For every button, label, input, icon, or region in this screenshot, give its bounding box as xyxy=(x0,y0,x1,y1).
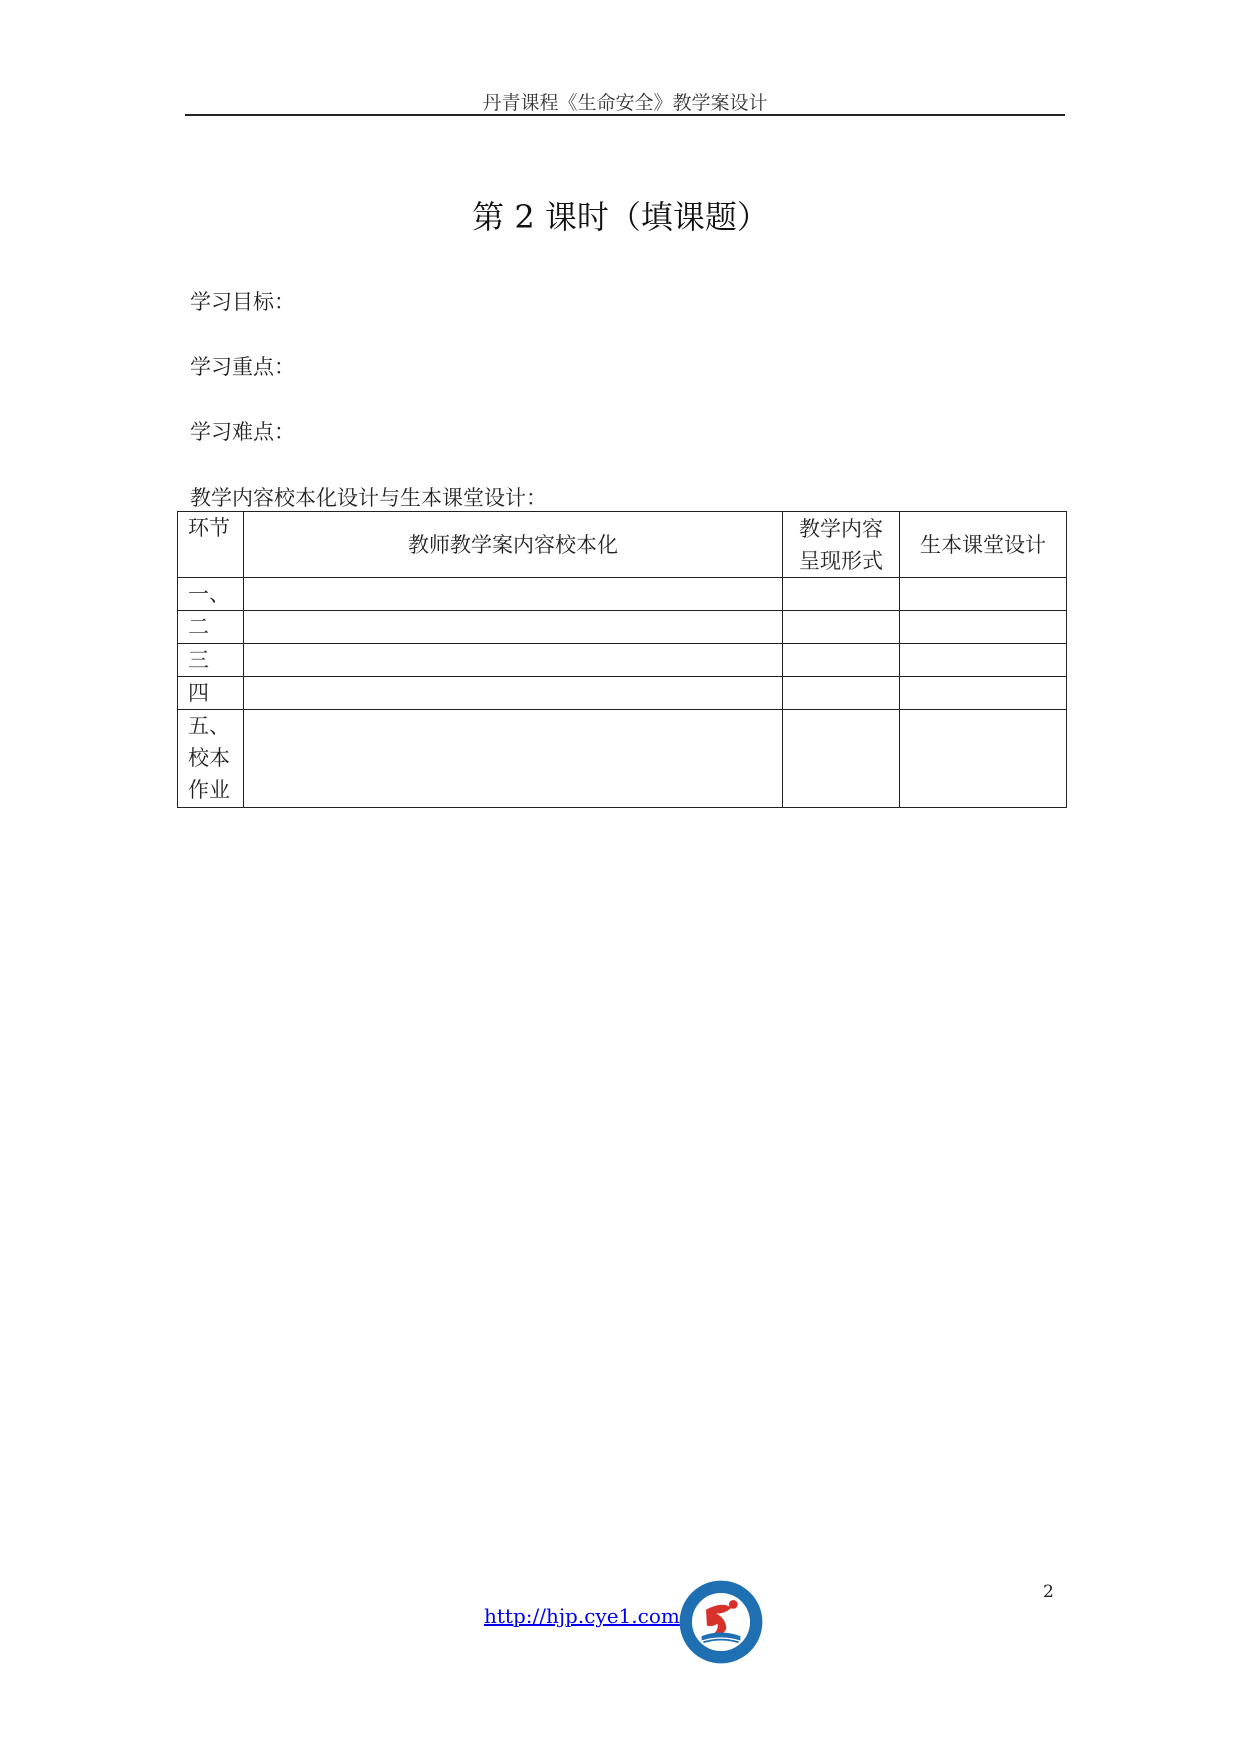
row-design-cell[interactable] xyxy=(900,611,1067,644)
header-form-line2: 呈现形式 xyxy=(799,549,883,573)
row-content-cell[interactable] xyxy=(244,677,783,710)
design-section-label: 教学内容校本化设计与生本课堂设计： xyxy=(190,486,547,510)
row-form-cell[interactable] xyxy=(783,611,900,644)
row-env: 二 xyxy=(178,611,244,644)
row-env: 三 xyxy=(178,644,244,677)
learning-key-point-label: 学习重点： xyxy=(190,355,295,379)
row-env: 四 xyxy=(178,677,244,710)
footer-website-link[interactable]: http://hjp.cye1.com xyxy=(484,1604,680,1628)
table-row xyxy=(178,677,1067,710)
learning-difficulty-label: 学习难点： xyxy=(190,420,295,444)
school-emblem-icon xyxy=(677,1578,765,1666)
header-env: 环节 xyxy=(178,512,244,578)
table-row xyxy=(178,578,1067,611)
row-content-cell[interactable] xyxy=(244,710,783,808)
table-row xyxy=(178,710,1067,808)
row-env-line1: 五、 xyxy=(188,714,230,738)
row-env: 一、 xyxy=(178,578,244,611)
row-content-cell[interactable] xyxy=(244,644,783,677)
table-header-row xyxy=(178,512,1067,578)
row-design-cell[interactable] xyxy=(900,677,1067,710)
row-form-cell[interactable] xyxy=(783,710,900,808)
row-env-line3: 作业 xyxy=(188,778,230,802)
row-design-cell[interactable] xyxy=(900,644,1067,677)
header-design: 生本课堂设计 xyxy=(900,512,1067,578)
row-form-cell[interactable] xyxy=(783,644,900,677)
header-form-line1: 教学内容 xyxy=(799,517,883,541)
learning-objective-label: 学习目标： xyxy=(190,290,295,314)
row-design-cell[interactable] xyxy=(900,710,1067,808)
row-form-cell[interactable] xyxy=(783,677,900,710)
lesson-title: 第 2 课时（填课题） xyxy=(472,198,769,236)
table-row xyxy=(178,644,1067,677)
header-content: 教师教学案内容校本化 xyxy=(244,512,783,578)
lesson-design-table xyxy=(177,511,1067,808)
row-content-cell[interactable] xyxy=(244,578,783,611)
row-env-line2: 校本 xyxy=(188,746,230,770)
page-number: 2 xyxy=(1043,1582,1054,1602)
row-design-cell[interactable] xyxy=(900,578,1067,611)
header-form xyxy=(783,512,900,578)
header-rule xyxy=(185,114,1065,116)
row-env xyxy=(178,710,244,808)
row-form-cell[interactable] xyxy=(783,578,900,611)
running-header: 丹青课程《生命安全》教学案设计 xyxy=(482,92,768,114)
row-content-cell[interactable] xyxy=(244,611,783,644)
table-row xyxy=(178,611,1067,644)
